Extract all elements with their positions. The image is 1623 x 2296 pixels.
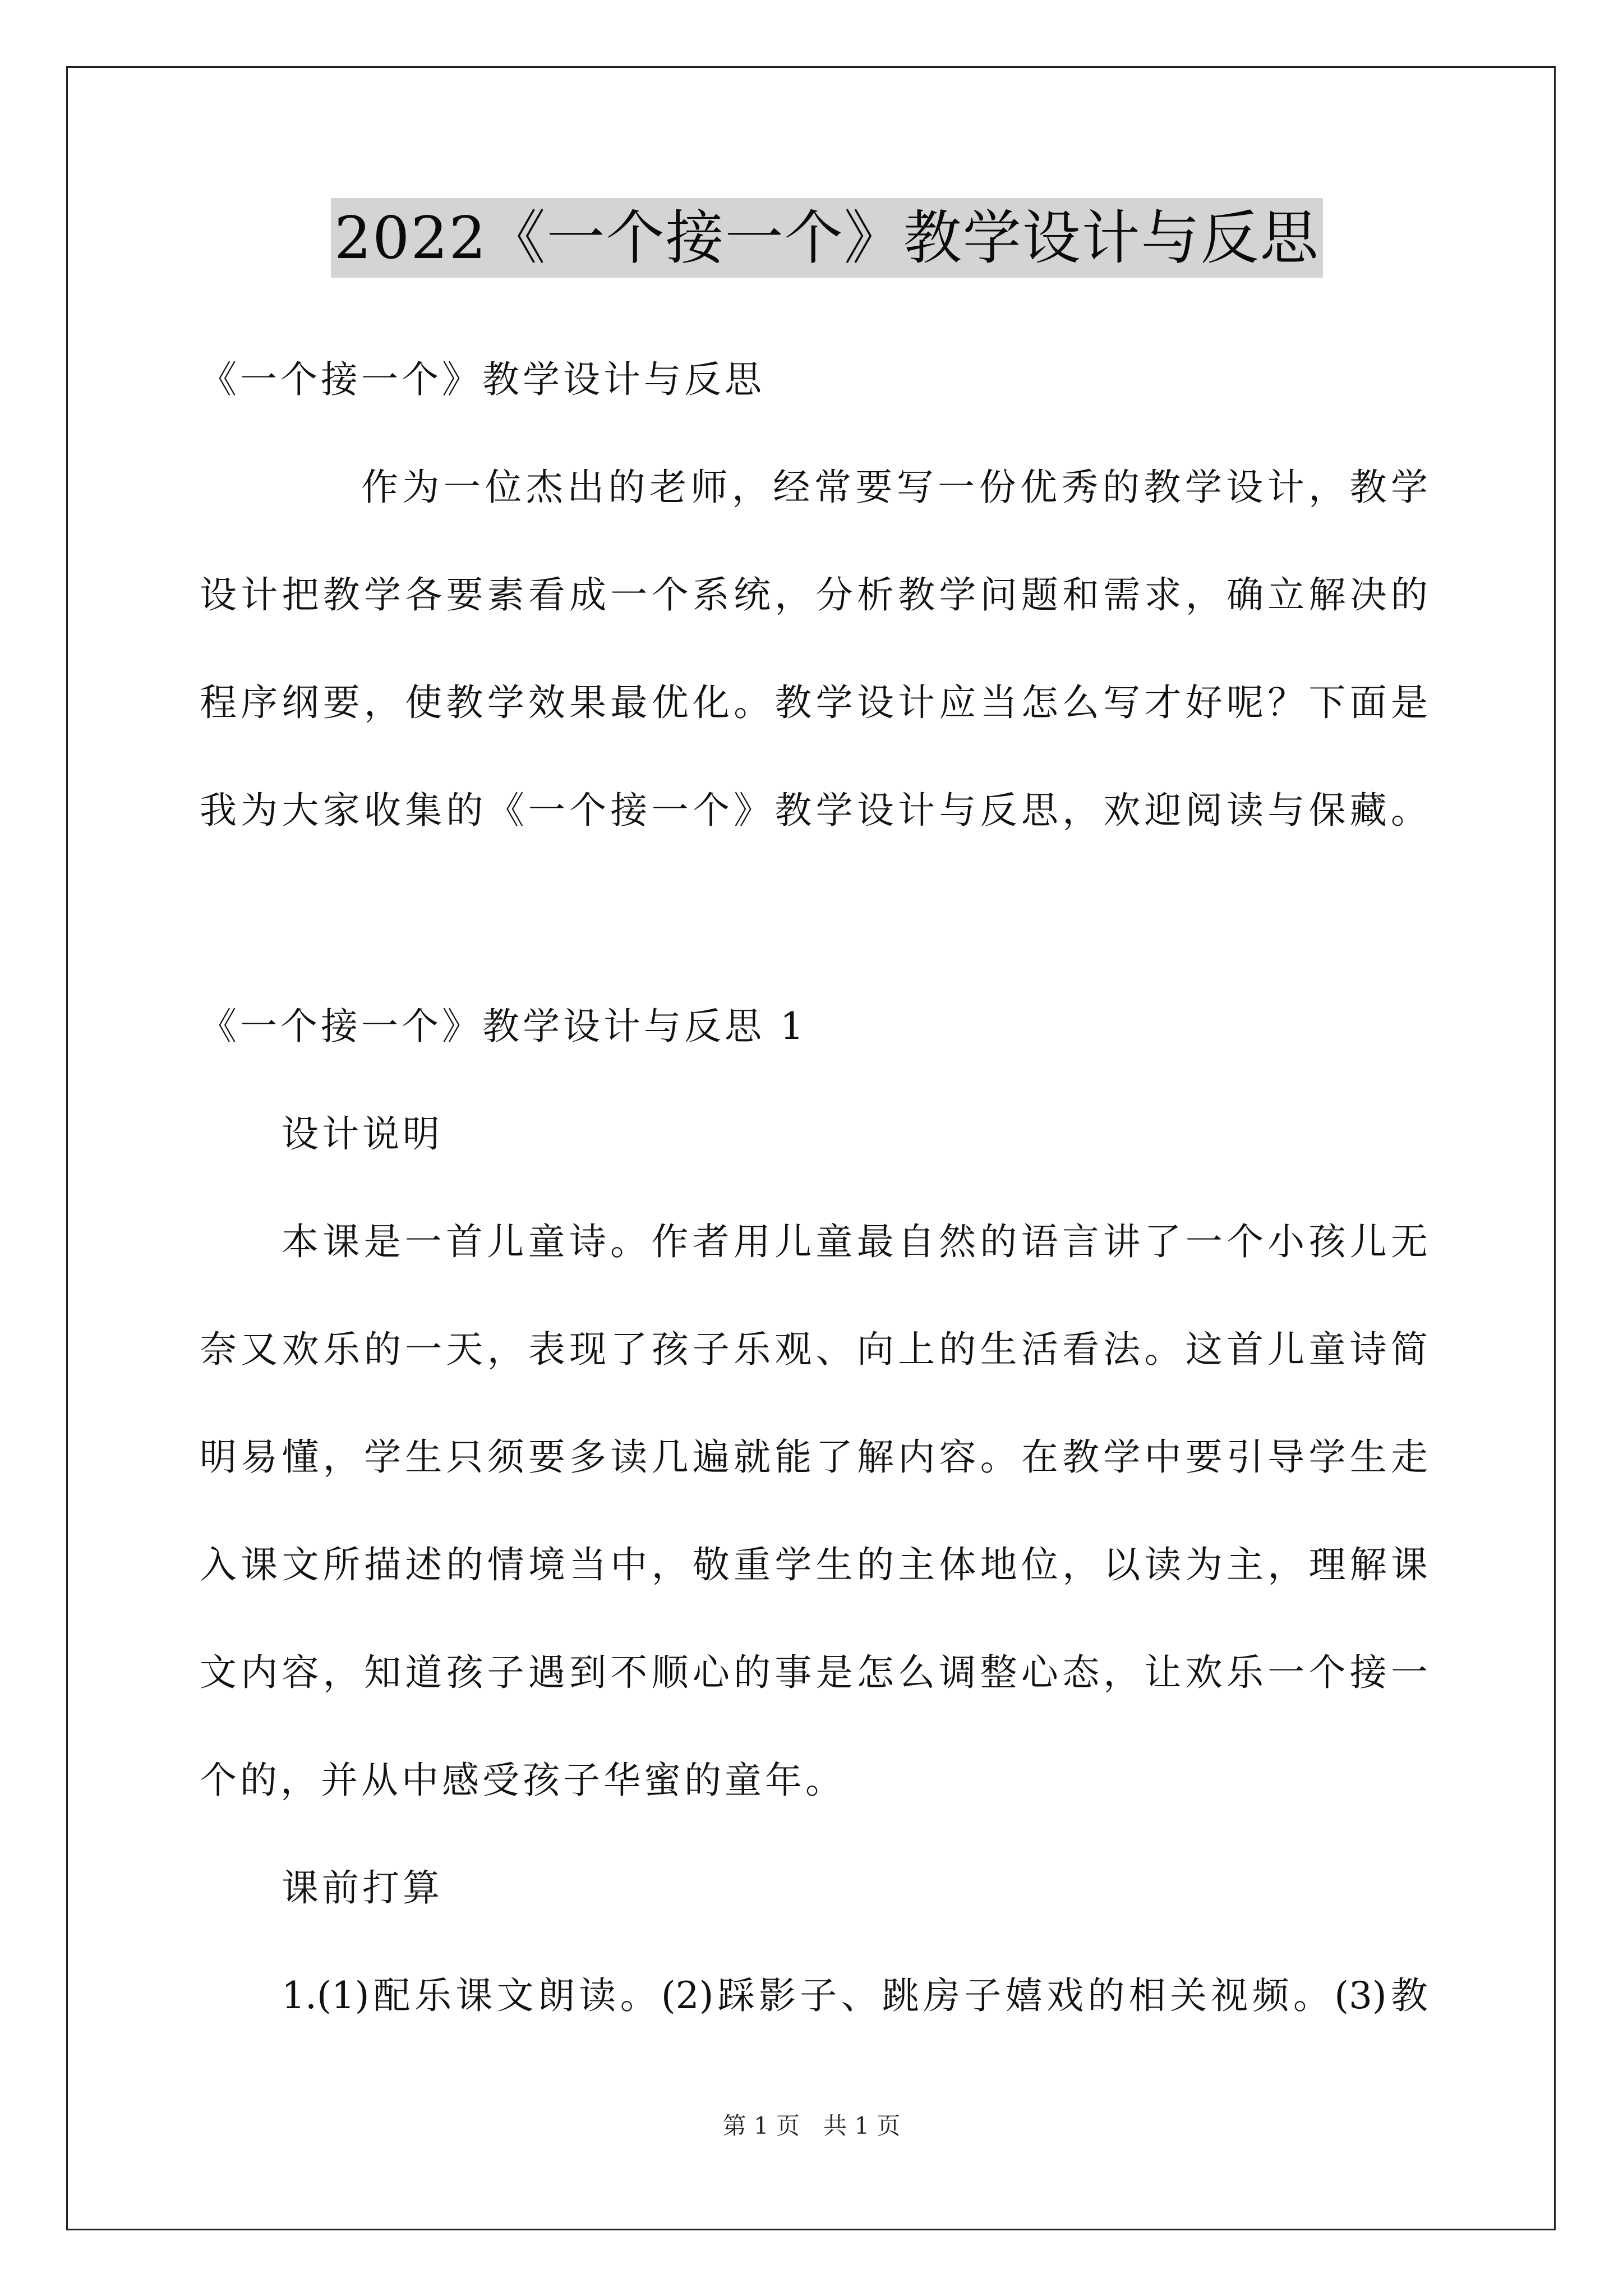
intro-line-1: 作为一位杰出的老师，经常要写一份优秀的教学设计，教学 [361, 466, 1428, 509]
design-note-heading: 设计说明 [282, 1112, 443, 1156]
section-heading: 《一个接一个》教学设计与反思 1 [200, 1005, 807, 1048]
design-note-line-6: 个的，并从中感受孩子华蜜的童年。 [200, 1759, 846, 1802]
design-note-line-5: 文内容，知道孩子遇到不顺心的事是怎么调整心态，让欢乐一个接一 [200, 1651, 1428, 1694]
prep-line-1: 1.(1)配乐课文朗读。(2)踩影子、跳房子嬉戏的相关视频。(3)教 [282, 1974, 1428, 2017]
prep-heading: 课前打算 [282, 1866, 443, 1910]
design-note-line-1: 本课是一首儿童诗。作者用儿童最自然的语言讲了一个小孩儿无 [282, 1220, 1428, 1263]
design-note-line-2: 奈又欢乐的一天，表现了孩子乐观、向上的生活看法。这首儿童诗简 [200, 1328, 1428, 1371]
intro-line-3: 程序纲要，使教学效果最优化。教学设计应当怎么写才好呢？下面是 [200, 681, 1428, 724]
design-note-line-4: 入课文所描述的情境当中，敬重学生的主体地位，以读为主，理解课 [200, 1543, 1428, 1586]
document-subtitle: 《一个接一个》教学设计与反思 [200, 358, 765, 401]
page-number: 第 1 页 共 1 页 [722, 2112, 901, 2139]
intro-line-4: 我为大家收集的《一个接一个》教学设计与反思，欢迎阅读与保藏。 [200, 789, 1428, 832]
design-note-line-3: 明易懂，学生只须要多读几遍就能了解内容。在教学中要引导学生走 [200, 1435, 1428, 1479]
document-title: 2022《一个接一个》教学设计与反思 [331, 198, 1323, 278]
intro-line-2: 设计把教学各要素看成一个系统，分析教学问题和需求，确立解决的 [200, 573, 1428, 616]
